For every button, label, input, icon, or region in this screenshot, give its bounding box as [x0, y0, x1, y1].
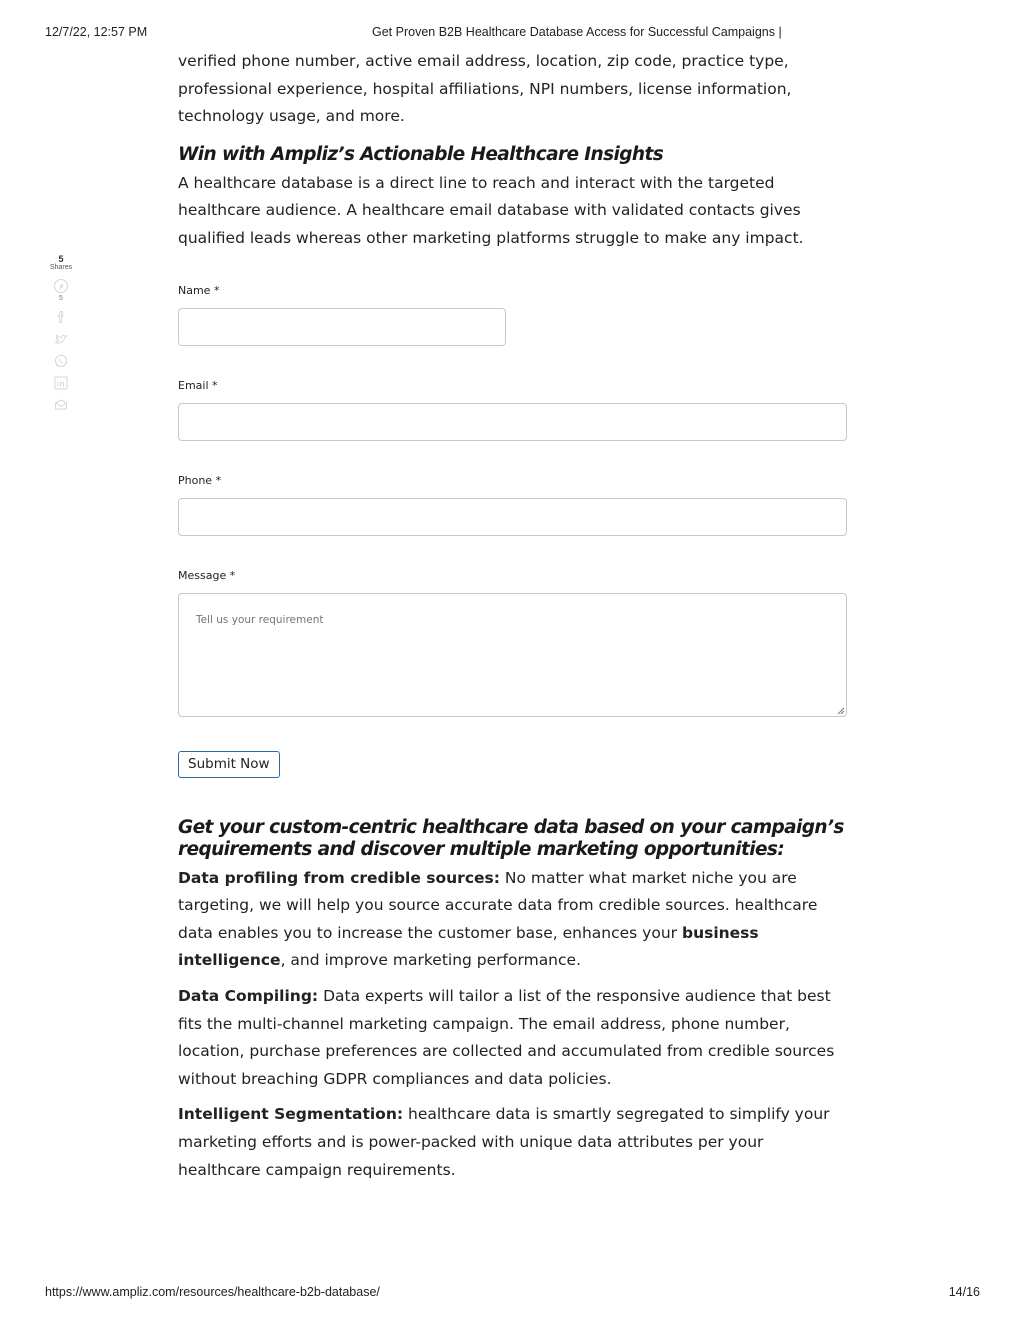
item-text: healthcare data is smartly segregated to simplify your marketing efforts and is power-packed with unique data attributes per your healthcare campaign requirements.: [178, 1105, 830, 1179]
pinterest-icon[interactable]: [53, 278, 69, 294]
phone-field[interactable]: [178, 498, 847, 536]
email-field[interactable]: [178, 403, 847, 441]
whatsapp-icon[interactable]: [53, 353, 69, 369]
item-title: Data Compiling:: [178, 986, 319, 1005]
list-item-data-profiling: [178, 865, 848, 975]
item-emphasis: business intelligence: [178, 923, 759, 970]
print-page-number: 14/16: [948, 1285, 980, 1299]
item-text: Data experts will tailor a list of the responsive audience that best fits the multi-channel marketing campaign. The email address, phone number, location, purchase preferences are collected and accumulated from credible sources without breaching GDPR compliances and data policies.: [178, 986, 835, 1088]
share-count: 5: [58, 254, 64, 264]
item-text-end: , and improve marketing performance.: [280, 951, 581, 970]
linkedin-icon[interactable]: [53, 375, 69, 391]
facebook-icon[interactable]: [53, 309, 69, 325]
print-url: https://www.ampliz.com/resources/healthcare-b2b-database/: [45, 1285, 380, 1299]
intro-paragraph: verified phone number, active email address, location, zip code, practice type, professional experience, hospital affiliations, NPI numbers, license information, technology usage, and more.: [178, 52, 792, 126]
email-icon[interactable]: [53, 397, 69, 413]
item-text: No matter what market niche you are targeting, we will help you source accurate data from credible sources. healthcare data enables you to increase the customer base, enhances your: [178, 868, 818, 942]
list-item-intelligent-segmentation: [178, 1101, 848, 1184]
social-share-bar: [48, 255, 74, 413]
twitter-icon[interactable]: [53, 331, 69, 347]
list-item-data-compiling: [178, 983, 848, 1093]
print-page-title: Get Proven B2B Healthcare Database Access for Successful Campaigns |: [372, 25, 782, 39]
share-label: Shares: [49, 264, 73, 271]
name-field[interactable]: [178, 308, 506, 346]
section-heading-custom-data: Get your custom-centric healthcare data based on your campaign’s requirements and discover multiple marketing opportunities:: [178, 816, 844, 860]
email-label: Email *: [178, 378, 218, 392]
print-datetime: 12/7/22, 12:57 PM: [45, 25, 148, 39]
message-label: Message *: [178, 568, 236, 582]
print-header: [0, 25, 1024, 41]
message-field-wrapper: [178, 593, 847, 717]
resize-grip-icon[interactable]: [836, 706, 845, 715]
section-paragraph: A healthcare database is a direct line to reach and interact with the targeted healthcare audience. A healthcare email database with validated contacts gives qualified leads whereas other marketing platforms struggle to make any impact.: [178, 173, 804, 247]
article-content: [178, 48, 848, 1192]
contact-form: [178, 284, 848, 778]
phone-label: Phone *: [178, 473, 222, 487]
name-label: Name *: [178, 283, 220, 297]
message-field[interactable]: [178, 593, 847, 717]
submit-button[interactable]: Submit Now: [178, 751, 280, 778]
item-title: Data profiling from credible sources:: [178, 868, 500, 887]
print-footer: [0, 1285, 1024, 1301]
item-title: Intelligent Segmentation:: [178, 1105, 404, 1124]
section-heading-actionable-insights: Win with Ampliz’s Actionable Healthcare Insights: [178, 143, 664, 165]
pinterest-share-count: 5: [59, 295, 63, 302]
